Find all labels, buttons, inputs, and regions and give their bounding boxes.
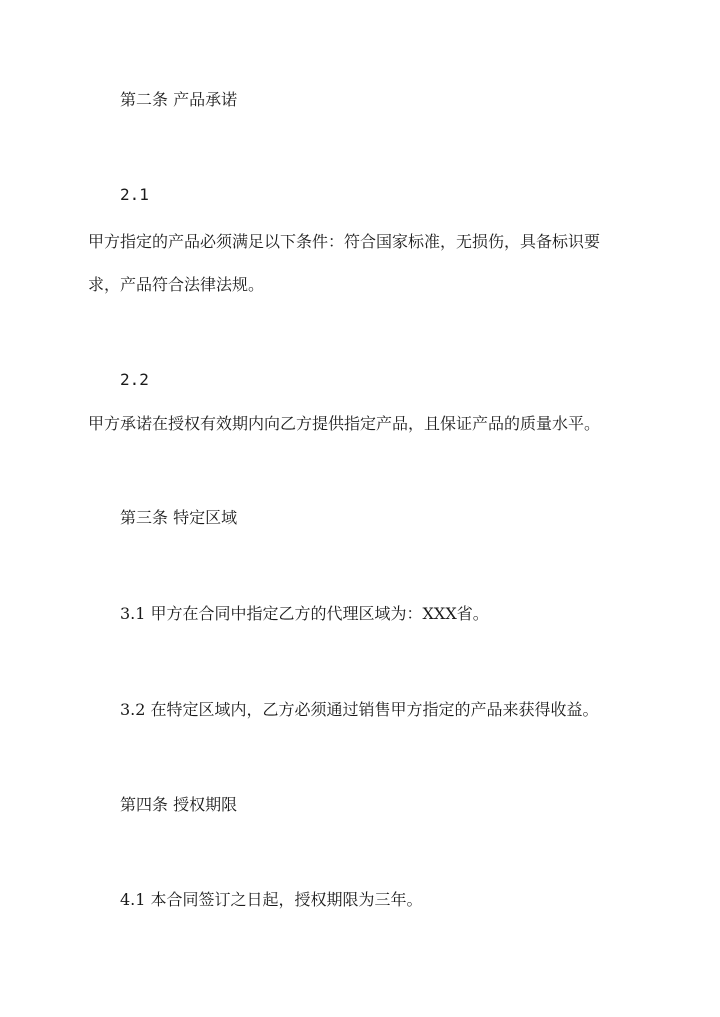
clause-2-2-number: 2.2: [120, 370, 149, 389]
clause-2-1-number: 2.1: [120, 185, 149, 204]
article-4-heading: 第四条 授权期限: [120, 795, 238, 814]
clause-4-1: 4.1 本合同签订之日起，授权期限为三年。: [120, 890, 423, 909]
clause-2-2-text: 甲方承诺在授权有效期内向乙方提供指定产品，且保证产品的质量水平。: [88, 414, 601, 433]
article-2-heading: 第二条 产品承诺: [120, 90, 238, 109]
clause-3-2: 3.2 在特定区域内，乙方必须通过销售甲方指定的产品来获得收益。: [120, 700, 599, 719]
clause-2-1-text-line-1: 甲方指定的产品必须满足以下条件：符合国家标准，无损伤，具备标识要: [88, 232, 601, 251]
clause-2-1-text-line-2: 求，产品符合法律法规。: [88, 275, 265, 294]
article-3-heading: 第三条 特定区域: [120, 508, 238, 527]
clause-3-1: 3.1 甲方在合同中指定乙方的代理区域为：XXX省。: [120, 604, 489, 623]
